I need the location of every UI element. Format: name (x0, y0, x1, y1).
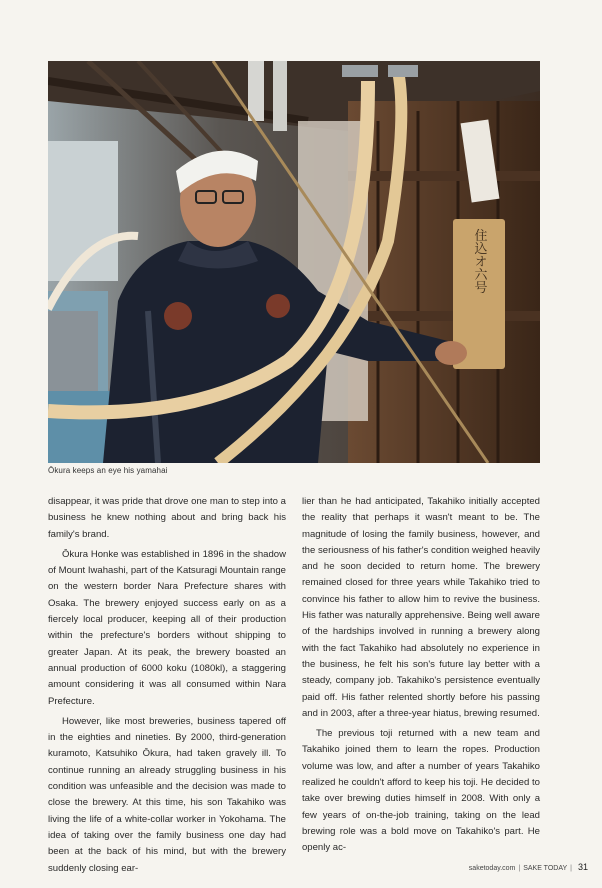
footer-separator: | (570, 865, 572, 872)
brewery-scene-image (48, 61, 540, 463)
paragraph: The previous toji returned with a new team and Takahiko joined them to learn the ropes. Production volume was low, and after a number of years Takahiko realized he couldn't afford to keep his toji. He decided to take over brewing duties himself in 2008. With only a few years of on-the-job training, taking on the lead brewing role was a bold move on Takahiko's part. He openly ac- (302, 728, 540, 854)
paragraph: Ōkura Honke was established in 1896 in the shadow of Mount Iwahashi, part of the Katsuragi Mountain range on the western border Nara Prefecture shares with Osaka. The brewery enjoyed success early on as a fiercely local producer, keeping all of their production within the prefecture's borders without shipping to greater Japan. At its peak, the brewery boasted an annual production of 6000 koku (1080kl), a staggering amount considering it was all consumed within Nara Prefecture. (48, 548, 286, 707)
footer-site: saketoday.com (468, 865, 516, 872)
article-column-right (302, 494, 540, 857)
sign-text: 住込オ六号 (471, 228, 487, 294)
footer-separator: | (518, 865, 521, 872)
paragraph: disappear, it was pride that drove one man to step into a business he knew nothing about and bring back his family's brand. (48, 496, 286, 540)
footer-publication: SAKE TODAY (523, 865, 568, 872)
paragraph: However, like most breweries, business tapered off in the eighties and nineties. By 2000, third-generation kuramoto, Katsuhiko Ōkura, had taken gravely ill. To continue running an already struggling business in his condition was unfeasible and the decision was made to close the brewery. At this time, his son Takahiko was living the life of a white-collar worker in Yokohama. The idea of taking over the family business one day had been at the back of his mind, but with the brewery suddenly closing ear- (48, 715, 286, 874)
article-column-left (48, 494, 286, 877)
page-footer (469, 862, 588, 872)
paragraph: lier than he had anticipated, Takahiko initially accepted the reality that perhaps it wasn't meant to be. The magnitude of losing the family business, however, and the seriousness of his father's condition weighed heavily and he soon decided to return home. The brewery remained closed for three years while Takahiko tried to convince his father to allow him to revive the business. His father was naturally apprehensive. Being well aware of the hardships involved in running a brewery along with the fact Takahiko had absolutely no experience in the business, he felt his son's future lay better with a steady, company job. Takahiko's persistence eventually paid off. His father relented shortly before his passing and in 2003, after a three-year hiatus, brewing resumed. (302, 496, 540, 719)
page-number: 31 (577, 862, 588, 872)
photo-caption: Ōkura keeps an eye his yamahai (48, 466, 168, 475)
brewer-photo (48, 61, 540, 463)
